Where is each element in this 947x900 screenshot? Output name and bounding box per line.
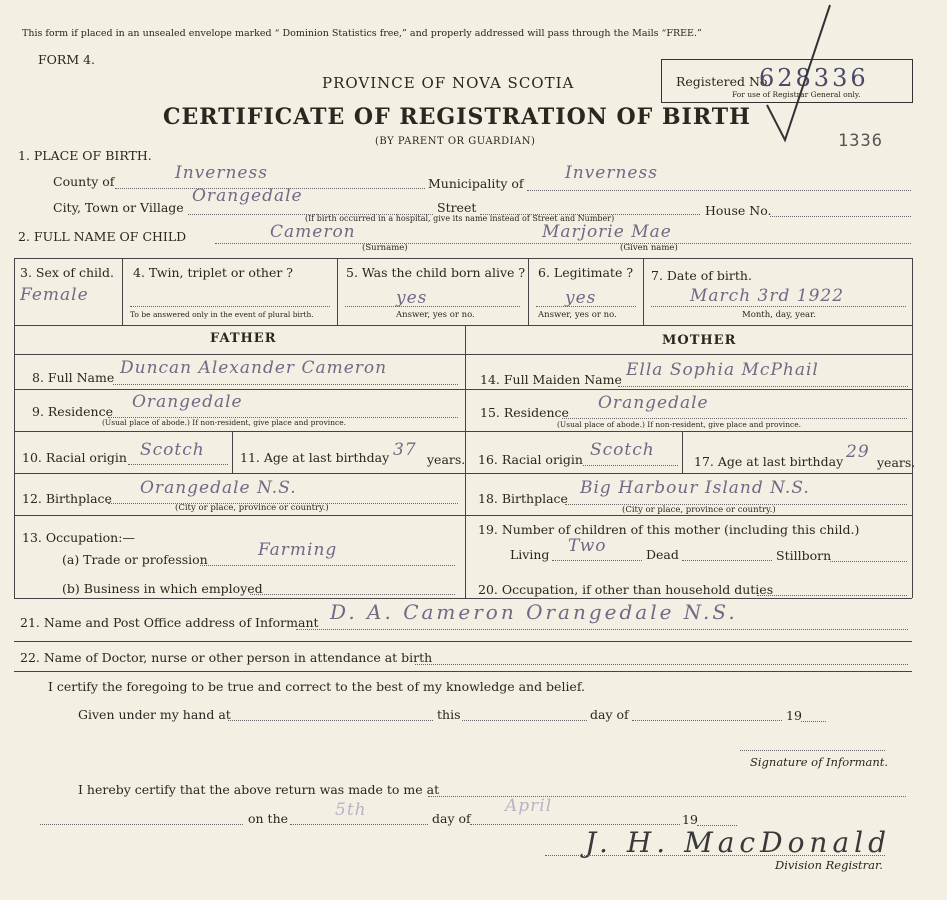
surname-note: (Surname) [362, 243, 408, 253]
mother-residence-value: Orangedale [598, 393, 709, 413]
city-value: Orangedale [192, 186, 303, 206]
given-label: Given under my hand at [78, 707, 231, 722]
father-age-label: 11. Age at last birthday [240, 450, 390, 465]
mother-years: years. [877, 455, 916, 470]
legitimate-label: 6. Legitimate ? [538, 265, 634, 280]
father-name-label: 8. Full Name [32, 370, 115, 385]
father-age-value: 37 [393, 440, 417, 460]
child-surname-value: Cameron [270, 222, 356, 242]
legitimate-note: Answer, yes or no. [538, 310, 617, 320]
legitimate-value: yes [565, 288, 597, 308]
year-label: 19 [786, 708, 802, 723]
father-name-value: Duncan Alexander Cameron [120, 358, 388, 378]
mother-racial-label: 16. Racial origin [478, 452, 583, 467]
informant-signature-label: Signature of Informant. [750, 755, 889, 769]
division-registrar-label: Division Registrar. [775, 858, 883, 872]
father-heading: FATHER [210, 331, 277, 346]
father-racial-label: 10. Racial origin [22, 450, 127, 465]
mother-occupation-label: 20. Occupation, if other than household duties [478, 582, 774, 597]
informant-value: D. A. Cameron Orangedale N.S. [330, 600, 738, 624]
county-label: County of [53, 174, 115, 189]
alive-note: Answer, yes or no. [396, 310, 475, 320]
mother-residence-note: (Usual place of abode.) If non-resident, give place and province. [557, 420, 802, 429]
father-residence-note: (Usual place of abode.) If non-resident, give place and province. [102, 418, 347, 427]
father-occupation-label: 13. Occupation:— [22, 530, 135, 545]
municipality-value: Inverness [565, 163, 658, 183]
registrar-note: For use of Registrar General only. [732, 90, 861, 99]
mother-heading: MOTHER [662, 333, 737, 348]
house-label: House No. [705, 203, 772, 218]
father-trade-value: Farming [258, 540, 338, 560]
on-the-label: on the [248, 811, 289, 826]
page-subtitle: (BY PARENT OR GUARDIAN) [375, 136, 536, 147]
stillborn-label: Stillborn [776, 548, 832, 563]
registrar-signature: J. H. MacDonald [585, 826, 892, 859]
stamp-number: 1336 [838, 131, 883, 151]
hereby-text: I hereby certify that the above return was made to me at [78, 782, 440, 797]
father-birthplace-note: (City or place, province or country.) [175, 503, 329, 513]
father-residence-value: Orangedale [132, 392, 243, 412]
municipality-label: Municipality of [428, 176, 524, 191]
dead-label: Dead [646, 547, 679, 562]
street-label: Street [437, 200, 477, 215]
mother-racial-value: Scotch [590, 440, 655, 460]
mother-birthplace-value: Big Harbour Island N.S. [580, 478, 810, 498]
page-title: CERTIFICATE OF REGISTRATION OF BIRTH [163, 104, 751, 130]
county-value: Inverness [175, 163, 268, 183]
mother-residence-label: 15. Residence [480, 405, 569, 420]
mother-children-label: 19. Number of children of this mother (including this child.) [478, 522, 860, 537]
living-label: Living [510, 547, 550, 562]
birth-date-value: March 3rd 1922 [690, 286, 845, 306]
given-name-note: (Given name) [620, 243, 678, 253]
day-of-label: day of [590, 707, 629, 722]
mother-age-value: 29 [846, 442, 870, 462]
check-mark-icon [755, 0, 835, 150]
alive-value: yes [396, 288, 428, 308]
birth-date-label: 7. Date of birth. [651, 268, 752, 283]
child-given-value: Marjorie Mae [542, 222, 672, 242]
city-label: City, Town or Village [53, 200, 184, 215]
father-birthplace-value: Orangedale N.S. [140, 478, 297, 498]
mother-age-label: 17. Age at last birthday [694, 454, 844, 469]
father-trade-label: (a) Trade or profession [62, 552, 208, 567]
mother-birthplace-note: (City or place, province or country.) [622, 505, 776, 515]
sex-label: 3. Sex of child. [20, 265, 115, 280]
mother-name-value: Ella Sophia McPhail [626, 360, 819, 380]
mailing-notice: This form if placed in an unsealed envelope marked “ Dominion Statistics free,” and properly addressed will pass through the Mails “FREE.” [22, 28, 702, 39]
this-label: this [437, 707, 461, 722]
registered-number: 628336 [759, 64, 869, 92]
place-label: 1. PLACE OF BIRTH. [18, 148, 152, 163]
father-years: years. [427, 452, 466, 467]
informant-label: 21. Name and Post Office address of Informant [20, 615, 319, 630]
child-name-label: 2. FULL NAME OF CHILD [18, 229, 187, 244]
registered-label: Registered No. [676, 74, 772, 89]
mother-name-label: 14. Full Maiden Name [480, 372, 622, 387]
twin-note: To be answered only in the event of plural birth. [130, 310, 314, 319]
mother-birthplace-label: 18. Birthplace [478, 491, 568, 506]
day-value: 5th [335, 800, 367, 820]
day-of-label-2: day of [432, 811, 471, 826]
form-number: FORM 4. [38, 52, 96, 67]
father-racial-value: Scotch [140, 440, 205, 460]
sex-value: Female [20, 285, 89, 305]
alive-label: 5. Was the child born alive ? [346, 265, 526, 280]
father-business-label: (b) Business in which employed [62, 581, 263, 596]
father-birthplace-label: 12. Birthplace [22, 491, 112, 506]
living-value: Two [568, 536, 607, 556]
birth-date-note: Month, day, year. [742, 310, 816, 320]
father-residence-label: 9. Residence [32, 404, 113, 419]
province-heading: PROVINCE OF NOVA SCOTIA [322, 74, 575, 92]
doctor-label: 22. Name of Doctor, nurse or other person in attendance at birth [20, 650, 433, 665]
year-label-2: 19 [682, 812, 698, 827]
twin-label: 4. Twin, triplet or other ? [133, 265, 293, 280]
month-value: April [505, 796, 553, 816]
certify-text: I certify the foregoing to be true and correct to the best of my knowledge and belief. [48, 679, 585, 694]
hospital-note: (If birth occurred in a hospital, give its name instead of Street and Number) [305, 214, 615, 223]
